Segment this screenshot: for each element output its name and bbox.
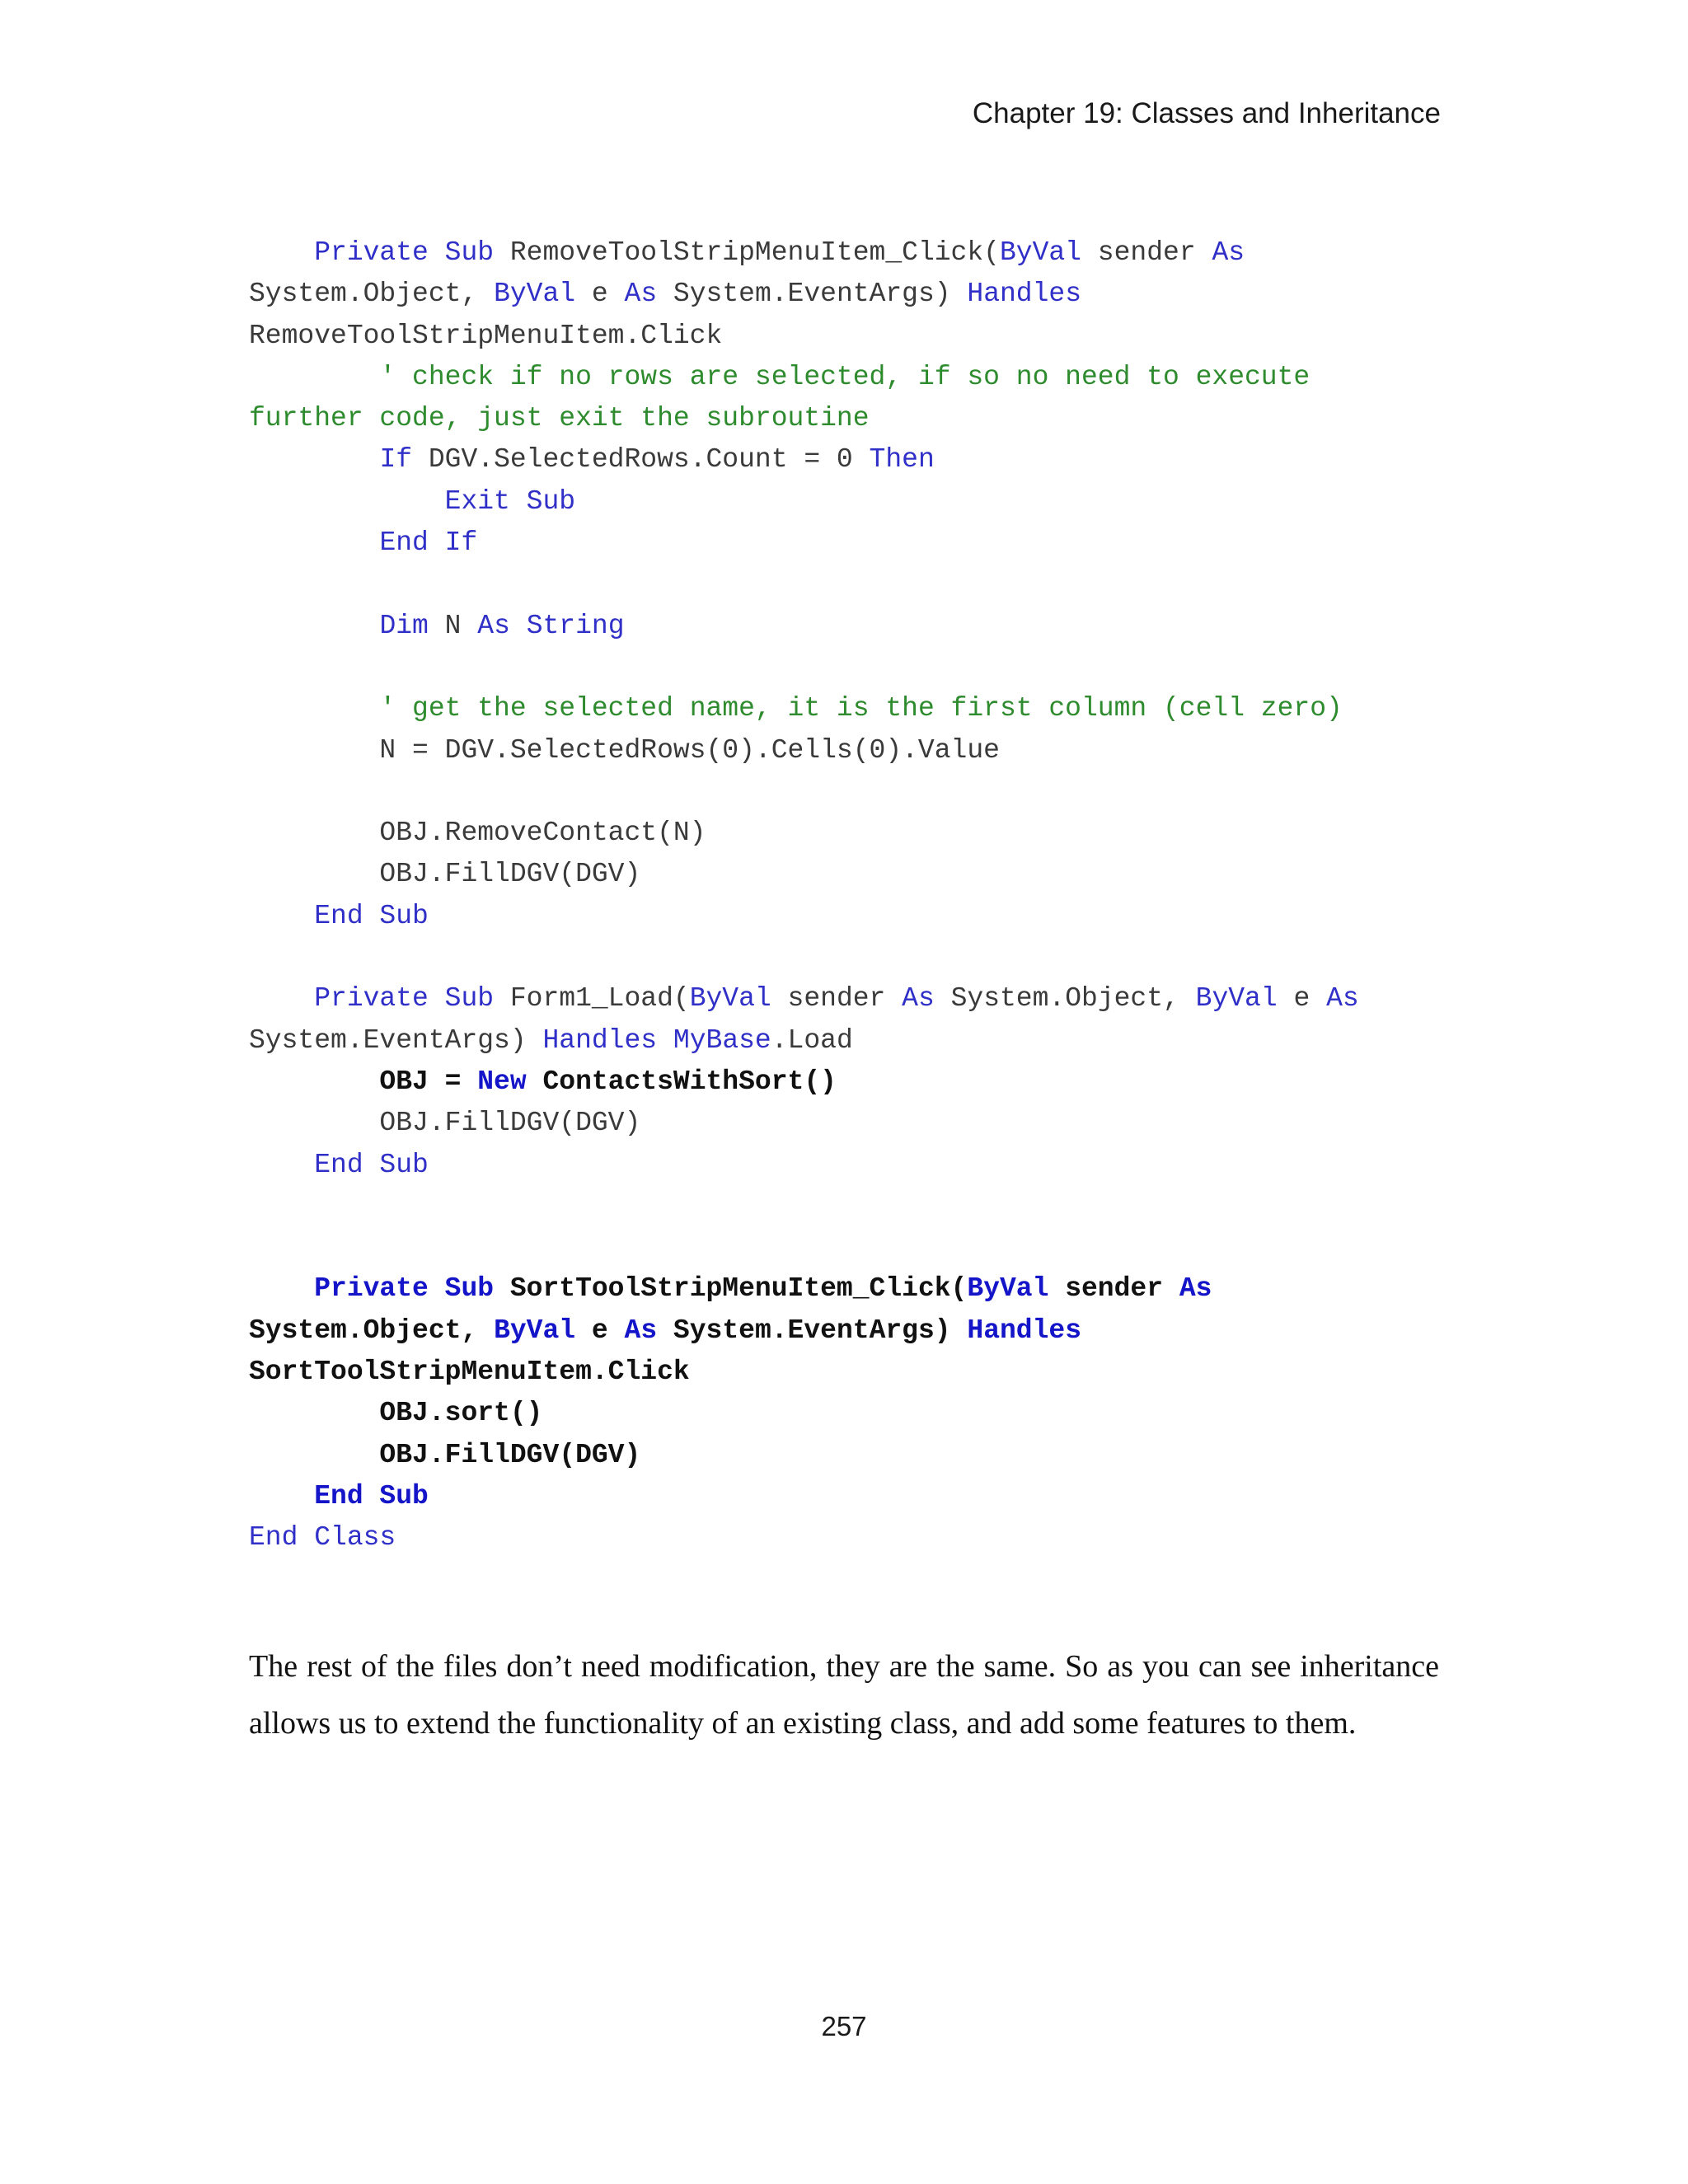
code-line [249,439,1452,480]
code-text: SortToolStripMenuItem_Click( [494,1273,968,1305]
code-keyword: End Sub [314,1149,429,1180]
code-text [249,237,314,268]
code-text: RemoveToolStripMenuItem_Click( [494,237,1000,268]
code-line [249,1227,1452,1268]
code-text: e [1277,983,1327,1015]
code-keyword: As [1326,983,1359,1015]
code-keyword: End Sub [314,1480,429,1511]
code-line [249,1145,1452,1186]
code-text: OBJ.RemoveContact(N) [249,818,706,849]
code-comment: ' get the selected name, it is the first column (cell zero) [379,693,1343,724]
code-comment: ' check if no rows are selected, if so no need to execute [379,361,1311,392]
code-text: OBJ = [249,1066,478,1097]
code-keyword: Exit Sub [444,485,576,517]
code-keyword: If [379,444,413,476]
code-keyword: As [624,279,658,310]
code-keyword: Then [869,444,935,476]
code-line [249,481,1452,523]
code-line [249,854,1452,895]
code-text [249,611,379,641]
code-line [249,813,1452,854]
code-keyword: Private Sub [314,237,495,268]
code-keyword: As [477,610,510,641]
code-line [249,771,1452,813]
code-keyword: As [902,983,935,1015]
code-text [249,693,379,724]
code-keyword: Private Sub [314,1273,495,1305]
code-text: SortToolStripMenuItem.Click [249,1357,690,1388]
code-listing [249,232,1452,1559]
code-line [249,232,1452,274]
code-line [249,1062,1452,1103]
code-keyword: End Sub [314,900,429,931]
code-text: .Load [771,1024,853,1056]
code-keyword: ByVal [494,279,576,310]
code-text [510,611,527,641]
code-line [249,606,1452,647]
body-paragraph: The rest of the files don’t need modification, they are the same. So as you can see inheritance allows us to extend the functionality of an existing class, and add some features to them. [249,1649,1439,1741]
code-line [249,937,1452,978]
code-keyword: ByVal [494,1315,576,1346]
code-line [249,274,1452,315]
page-number: 257 [821,2011,867,2041]
code-text: OBJ.sort() [249,1398,543,1429]
code-line [249,1476,1452,1517]
code-text: e [575,279,625,310]
code-text: System.EventArgs) [249,1024,543,1056]
code-line [249,688,1452,729]
code-keyword: End If [379,527,478,559]
code-keyword: As [1179,1273,1212,1305]
code-text [249,1273,314,1304]
chapter-header: Chapter 19: Classes and Inheritance [972,97,1441,129]
code-comment: further code, just exit the subroutine [249,403,870,434]
code-line [249,730,1452,771]
code-keyword: End Class [249,1522,396,1554]
code-keyword: ByVal [1195,983,1278,1015]
code-text: N = DGV.SelectedRows(0).Cells(0).Value [249,734,1000,766]
code-line [249,978,1452,1019]
code-text: e [575,1315,625,1346]
code-text: System.EventArgs) [657,1315,968,1346]
code-text [249,444,379,475]
code-text: System.Object, [249,279,495,310]
code-line [249,1310,1452,1352]
code-text [249,983,314,1014]
code-line [249,1268,1452,1310]
code-line [249,398,1452,439]
code-keyword: Private Sub [314,983,495,1015]
code-line [249,1393,1452,1434]
code-keyword: ByVal [689,983,771,1015]
code-keyword: MyBase [673,1024,771,1056]
code-text: OBJ.FillDGV(DGV) [249,1108,641,1139]
code-keyword: As [624,1315,658,1346]
code-line [249,647,1452,688]
code-line [249,1186,1452,1227]
code-keyword: String [526,610,625,641]
code-text: ContactsWithSort() [526,1066,837,1097]
code-keyword: Handles [967,1315,1082,1346]
code-line [249,896,1452,937]
code-keyword: As [1212,237,1245,268]
code-line [249,357,1452,398]
code-line [249,564,1452,605]
code-line [249,1517,1452,1558]
code-keyword: New [477,1066,527,1097]
code-text [249,486,445,517]
code-line [249,1020,1452,1062]
code-line [249,523,1452,564]
code-line [249,1435,1452,1476]
code-keyword: Handles [542,1024,658,1056]
code-text [657,1025,673,1056]
code-line [249,316,1452,357]
code-keyword: ByVal [999,237,1081,268]
code-text: sender [1081,237,1212,268]
code-text: N [428,610,478,641]
code-text: System.Object, [249,1315,495,1346]
code-keyword: Dim [379,610,429,641]
code-text [249,1150,314,1180]
code-text: RemoveToolStripMenuItem.Click [249,320,723,351]
code-text: DGV.SelectedRows.Count = 0 [412,444,870,476]
code-text: OBJ.FillDGV(DGV) [249,1439,641,1470]
code-line [249,1352,1452,1393]
code-text [249,527,379,558]
code-text [249,1481,314,1511]
code-line [249,1103,1452,1144]
code-text: System.Object, [934,983,1196,1015]
code-text [249,901,314,931]
code-text: sender [771,983,903,1015]
code-keyword: ByVal [967,1273,1049,1305]
code-text: OBJ.FillDGV(DGV) [249,859,641,890]
code-text: Form1_Load( [494,983,690,1015]
code-text: System.EventArgs) [657,279,968,310]
code-text [249,362,379,392]
code-keyword: Handles [967,279,1082,310]
code-text: sender [1048,1273,1179,1305]
